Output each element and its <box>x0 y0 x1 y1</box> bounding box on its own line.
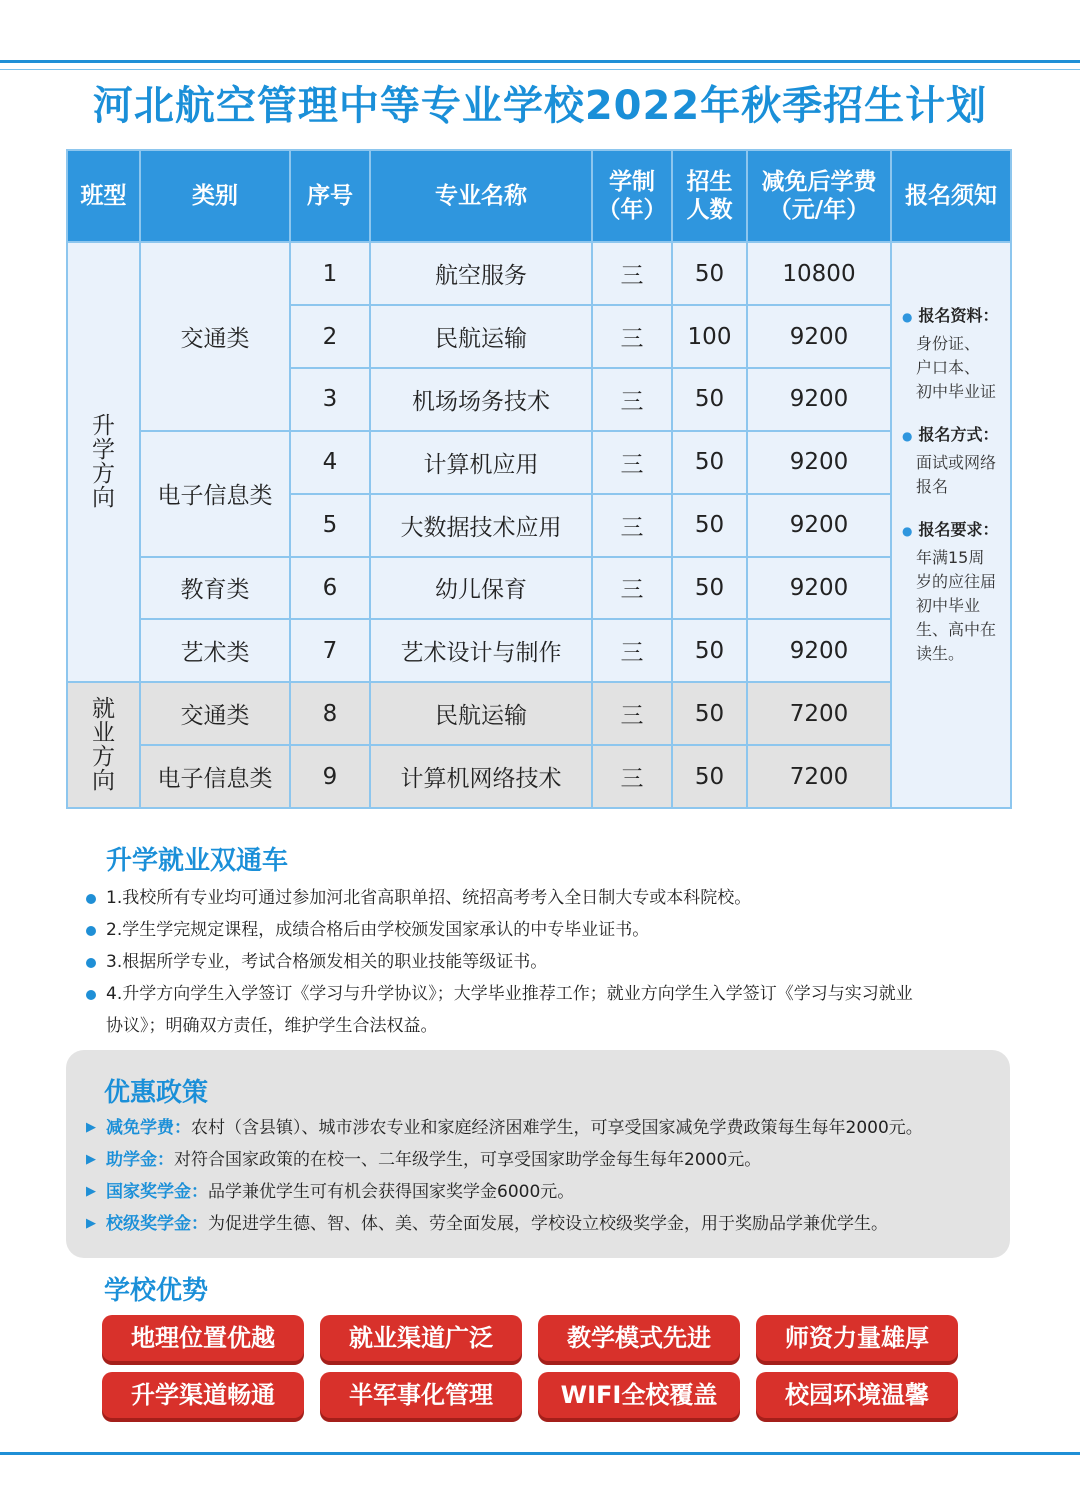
cell-quota: 50 <box>672 745 747 808</box>
cell-quota: 50 <box>672 682 747 745</box>
cell-fee: 9200 <box>747 494 891 557</box>
cell-years: 三 <box>592 619 672 682</box>
header-fee: 减免后学费 （元/年） <box>747 150 891 242</box>
table-row <box>67 619 1011 682</box>
top-rule <box>0 60 1080 63</box>
top-rule-thin <box>0 69 1080 70</box>
cell-no: 7 <box>290 619 370 682</box>
list-item: 3.根据所学专业，考试合格颁发相关的职业技能等级证书。 <box>86 946 1016 978</box>
cell-fee: 7200 <box>747 682 891 745</box>
table-row <box>67 682 1011 745</box>
cell-years: 三 <box>592 431 672 494</box>
header-years: 学制 （年） <box>592 150 672 242</box>
cell-quota: 50 <box>672 242 747 305</box>
cell-years: 三 <box>592 242 672 305</box>
cell-major: 艺术设计与制作 <box>370 619 592 682</box>
cell-no: 5 <box>290 494 370 557</box>
cell-years: 三 <box>592 305 672 368</box>
category-art: 艺术类 <box>140 619 290 682</box>
advantage-badge: 校园环境温馨 <box>756 1372 958 1418</box>
category-electronic-emp: 电子信息类 <box>140 745 290 808</box>
cell-major: 航空服务 <box>370 242 592 305</box>
table-header-row <box>67 150 1011 242</box>
table-row <box>67 557 1011 620</box>
bottom-rule <box>0 1452 1080 1455</box>
cell-years: 三 <box>592 682 672 745</box>
cell-no: 2 <box>290 305 370 368</box>
cell-quota: 50 <box>672 619 747 682</box>
note-method: ● 报名方式： 面试或网络 报名 <box>902 425 999 497</box>
list-item: 4.升学方向学生入学签订《学习与升学协议》；大学毕业推荐工作；就业方向学生入学签订《学习与实习就业 <box>86 978 1016 1010</box>
cell-no: 9 <box>290 745 370 808</box>
advantage-badge: 半军事化管理 <box>320 1372 522 1418</box>
cell-quota: 50 <box>672 431 747 494</box>
advantage-badge: WIFI全校覆盖 <box>538 1372 740 1418</box>
advantage-badge: 就业渠道广泛 <box>320 1315 522 1361</box>
list-item: 2.学生学完规定课程，成绩合格后由学校颁发国家承认的中专毕业证书。 <box>86 914 1016 946</box>
cell-major: 幼儿保育 <box>370 557 592 620</box>
header-notes: 报名须知 <box>891 150 1011 242</box>
play-arrow-icon: ▶ <box>86 1216 96 1231</box>
policy-list <box>86 1112 1016 1240</box>
enrollment-table <box>66 149 1012 809</box>
cell-fee: 9200 <box>747 305 891 368</box>
header-class-type: 班型 <box>67 150 140 242</box>
cell-major: 计算机应用 <box>370 431 592 494</box>
advantage-badge: 升学渠道畅通 <box>102 1372 304 1418</box>
policy-title: 优惠政策 <box>104 1078 209 1108</box>
cell-years: 三 <box>592 557 672 620</box>
cell-fee: 9200 <box>747 431 891 494</box>
cell-major: 计算机网络技术 <box>370 745 592 808</box>
advantage-badge: 师资力量雄厚 <box>756 1315 958 1361</box>
cell-quota: 50 <box>672 494 747 557</box>
list-item: 1.我校所有专业均可通过参加河北省高职单招、统招高考考入全日制大专或本科院校。 <box>86 882 1016 914</box>
advantage-badge: 教学模式先进 <box>538 1315 740 1361</box>
table-row <box>67 431 1011 494</box>
note-materials: ● 报名资料： 身份证、 户口本、 初中毕业证 <box>902 306 999 402</box>
table-row <box>67 242 1011 305</box>
category-electronic: 电子信息类 <box>140 431 290 557</box>
cell-no: 8 <box>290 682 370 745</box>
policy-item: ▶ 国家奖学金：品学兼优学生可有机会获得国家奖学金6000元。 <box>86 1176 1016 1208</box>
cell-years: 三 <box>592 745 672 808</box>
cell-years: 三 <box>592 494 672 557</box>
cell-quota: 50 <box>672 368 747 431</box>
note-requirements: ● 报名要求： 年满15周 岁的应往届 初中毕业 生、高中在 读生。 <box>902 520 999 664</box>
dual-list <box>86 882 1016 1042</box>
policy-item: ▶ 助学金：对符合国家政策的在校一、二年级学生，可享受国家助学金每生每年2000元。 <box>86 1144 1016 1176</box>
notes-cell <box>891 242 1011 808</box>
category-transport: 交通类 <box>140 242 290 431</box>
cell-no: 3 <box>290 368 370 431</box>
play-arrow-icon: ▶ <box>86 1152 96 1167</box>
cell-no: 6 <box>290 557 370 620</box>
cell-fee: 7200 <box>747 745 891 808</box>
cell-no: 4 <box>290 431 370 494</box>
advantages-title: 学校优势 <box>104 1276 209 1306</box>
policy-item: ▶ 减免学费：农村（含县镇）、城市涉农专业和家庭经济困难学生，可享受国家减免学费政策每生每年2000元。 <box>86 1112 1016 1144</box>
cell-quota: 100 <box>672 305 747 368</box>
cell-major: 民航运输 <box>370 305 592 368</box>
header-major: 专业名称 <box>370 150 592 242</box>
list-item-cont: 协议》；明确双方责任，维护学生合法权益。 <box>106 1016 438 1036</box>
header-index: 序号 <box>290 150 370 242</box>
play-arrow-icon: ▶ <box>86 1120 96 1135</box>
policy-item: ▶ 校级奖学金：为促进学生德、智、体、美、劳全面发展，学校设立校级奖学金，用于奖励品学兼优学生。 <box>86 1208 1016 1240</box>
category-transport-emp: 交通类 <box>140 682 290 745</box>
dual-title: 升学就业双通车 <box>106 846 289 876</box>
cell-fee: 10800 <box>747 242 891 305</box>
category-education: 教育类 <box>140 557 290 620</box>
group-employment: 就业方向 <box>67 682 140 808</box>
cell-major: 民航运输 <box>370 682 592 745</box>
cell-quota: 50 <box>672 557 747 620</box>
play-arrow-icon: ▶ <box>86 1184 96 1199</box>
advantage-badge: 地理位置优越 <box>102 1315 304 1361</box>
cell-major: 大数据技术应用 <box>370 494 592 557</box>
table-row <box>67 745 1011 808</box>
cell-no: 1 <box>290 242 370 305</box>
group-further: 升学方向 <box>67 242 140 682</box>
header-quota: 招生 人数 <box>672 150 747 242</box>
header-category: 类别 <box>140 150 290 242</box>
cell-fee: 9200 <box>747 557 891 620</box>
page-title: 河北航空管理中等专业学校2022年秋季招生计划 <box>92 83 988 129</box>
cell-years: 三 <box>592 368 672 431</box>
cell-fee: 9200 <box>747 368 891 431</box>
cell-major: 机场场务技术 <box>370 368 592 431</box>
cell-fee: 9200 <box>747 619 891 682</box>
